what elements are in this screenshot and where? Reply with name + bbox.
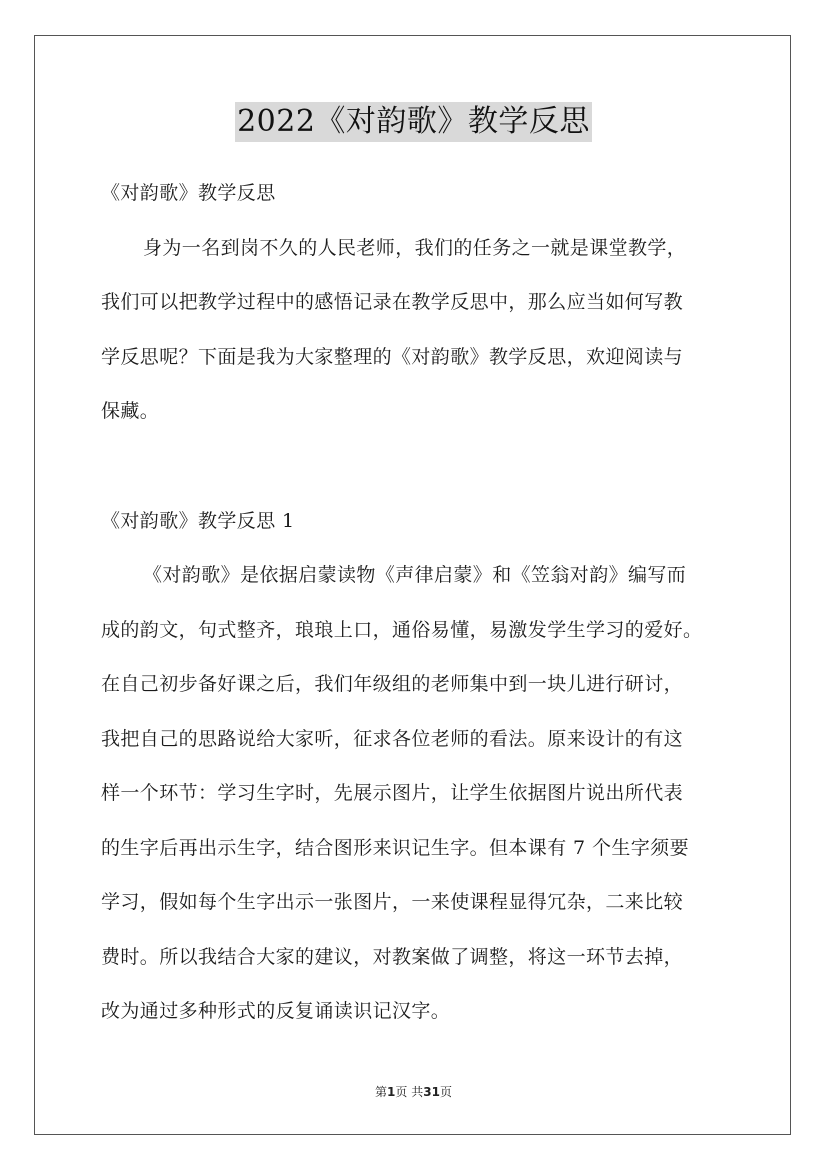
section-line: 费时。所以我结合大家的建议，对教案做了调整，将这一环节去掉，: [101, 945, 684, 968]
title-container: [0, 102, 827, 142]
paragraph-gap: [101, 443, 741, 498]
section-line: 样一个环节：学习生字时，先展示图片，让学生依据图片说出所代表: [101, 782, 684, 804]
section-heading: 《对韵歌》教学反思 1: [101, 509, 295, 532]
section-line: 我把自己的思路说给大家听，征求各位老师的看法。原来设计的有这: [101, 727, 684, 750]
section-line: 学习，假如每个生字出示一张图片，一来使课程显得冗杂，二来比较: [101, 891, 684, 913]
document-body: [101, 170, 741, 1043]
section-line: 的生字后再出示生字，结合图形来识记生字。但本课有 7 个生字须要: [101, 836, 689, 859]
section-line: 成的韵文，句式整齐，琅琅上口，通俗易懂，易激发学生学习的爱好。: [101, 618, 703, 641]
page-suffix: 页: [439, 1085, 452, 1099]
page-prefix: 第: [375, 1085, 388, 1099]
subtitle: 《对韵歌》教学反思: [101, 182, 276, 204]
intro-line: 学反思呢？下面是我为大家整理的《对韵歌》教学反思，欢迎阅读与: [101, 345, 684, 368]
document-title: 2022《对韵歌》教学反思: [235, 102, 592, 142]
page-current: 1: [387, 1085, 396, 1099]
intro-line: 保藏。: [101, 400, 160, 422]
page-mid: 页 共: [395, 1085, 424, 1099]
section-line: 改为通过多种形式的反复诵读识记汉字。: [101, 1000, 451, 1022]
section-line: 《对韵歌》是依据启蒙读物《声律启蒙》和《笠翁对韵》编写而: [143, 564, 687, 586]
intro-line: 身为一名到岗不久的人民老师，我们的任务之一就是课堂教学，: [143, 236, 687, 259]
page-total: 31: [423, 1085, 440, 1099]
page-footer: [0, 1083, 827, 1100]
intro-line: 我们可以把教学过程中的感悟记录在教学反思中，那么应当如何写教: [101, 291, 684, 313]
section-line: 在自己初步备好课之后，我们年级组的老师集中到一块儿进行研讨，: [101, 673, 684, 695]
